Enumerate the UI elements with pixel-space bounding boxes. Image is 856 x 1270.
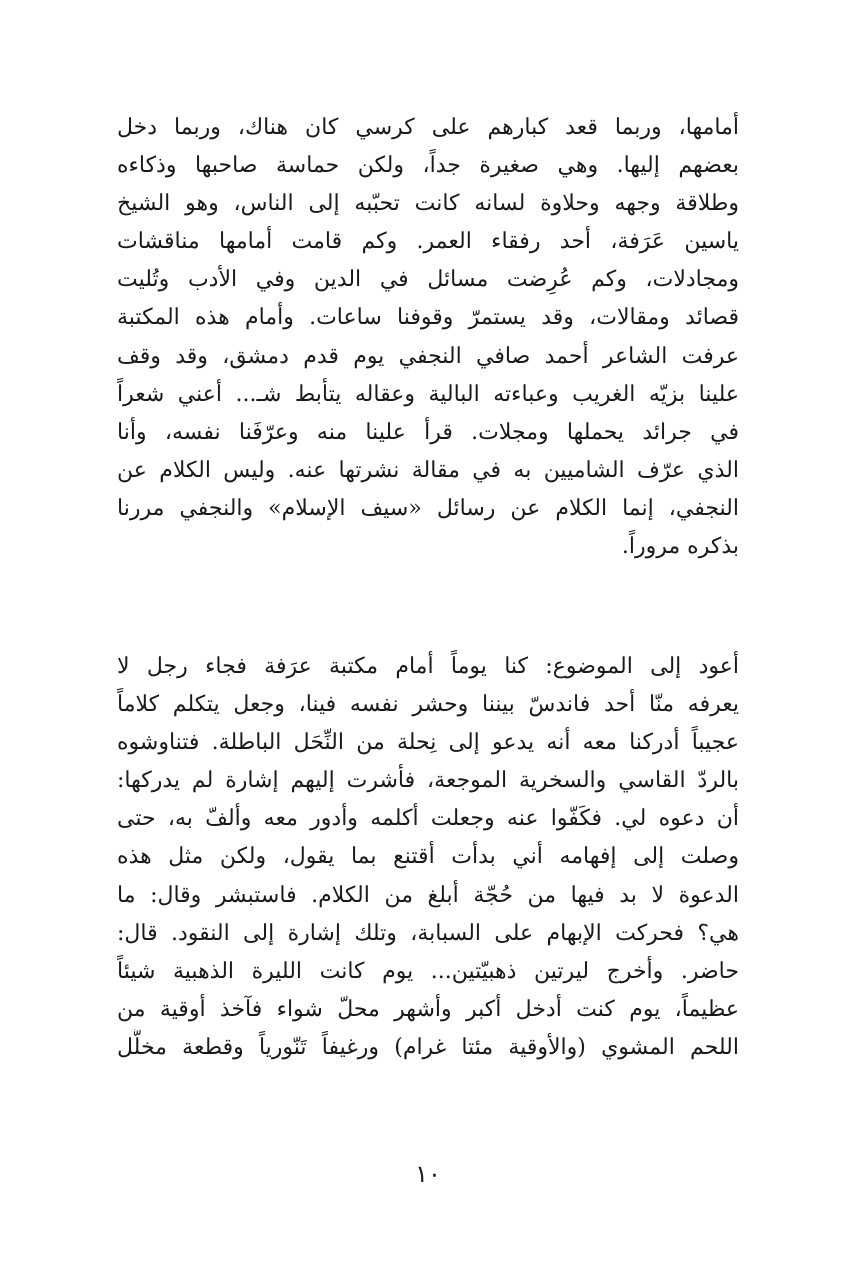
text-line: وصلت إلى إفهامه أني بدأت أقتنع بما يقول، ولكن مثل هذه xyxy=(117,844,739,870)
text-line: قصائد ومقالات، وقد يستمرّ وقوفنا ساعات. وأمام هذه المكتبة xyxy=(117,305,739,331)
page-number: ١٠ xyxy=(415,1160,441,1188)
text-line: اللحم المشوي (والأوقية مئتا غرام) ورغيفاً تَنّورياً وقطعة مخلَّل xyxy=(117,1034,739,1060)
paragraph-2 xyxy=(117,648,739,1067)
text-line: الذي عرّف الشاميين به في مقالة نشرتها عنه. وليس الكلام عن xyxy=(117,457,739,483)
paragraph-1 xyxy=(117,109,739,566)
text-line: أن دعوه لي. فكَفّوا عنه وجعلت أكلمه وأدور معه وألفّ به، حتى xyxy=(117,806,739,832)
text-line: يعرفه منّا أحد فاندسّ بيننا وحشر نفسه فينا، وجعل يتكلم كلاماً xyxy=(117,692,739,718)
text-line: بعضهم إليها. وهي صغيرة جداً، ولكن حماسة صاحبها وذكاءه xyxy=(117,153,739,179)
text-line: هي؟ فحركت الإبهام على السبابة، وتلك إشارة إلى النقود. قال: xyxy=(117,920,739,946)
text-line: بذكره مروراً. xyxy=(621,534,739,560)
text-line: في جرائد يحملها ومجلات. قرأ علينا منه وعرّفَنا نفسه، وأنا xyxy=(117,419,739,445)
text-line: ومجادلات، وكم عُرِضت مسائل في الدين وفي الأدب وتُليت xyxy=(117,267,739,293)
text-line: الدعوة لا بد فيها من حُجّة أبلغ من الكلام. فاستبشر وقال: ما xyxy=(117,882,739,908)
text-line: النجفي، إنما الكلام عن رسائل «سيف الإسلام» والنجفي مررنا xyxy=(117,495,739,521)
text-line: أمامها، وربما قعد كبارهم على كرسي كان هناك، وربما دخل xyxy=(117,115,739,140)
text-line: ياسين عَرَفة، أحد رفقاء العمر. وكم قامت أمامها مناقشات xyxy=(117,229,739,255)
text-line: عجيباً أدركنا معه أنه يدعو إلى نِحلة من النِّحَل الباطلة. فتناوشوه xyxy=(117,730,739,756)
text-line: عرفت الشاعر أحمد صافي النجفي يوم قدم دمشق، وقد وقف xyxy=(117,343,739,369)
text-line: وطلاقة وجهه وحلاوة لسانه كانت تحبّبه إلى الناس، وهو الشيخ xyxy=(117,191,739,217)
text-line: عظيماً، يوم كنت أدخل أكبر وأشهر محلّ شواء فآخذ أوقية من xyxy=(117,996,739,1022)
text-line: علينا بزيّه الغريب وعباءته البالية وعقاله يتأبط شـ... أعني شعراً xyxy=(117,381,739,407)
text-line: حاضر. وأخرج ليرتين ذهبيّتين... يوم كانت الليرة الذهبية شيئاً xyxy=(117,958,739,984)
text-line: بالردّ القاسي والسخرية الموجعة، فأشرت إليهم إشارة لم يدركها: xyxy=(117,768,739,794)
text-line: أعود إلى الموضوع: كنا يوماً أمام مكتبة عرَفة فجاء رجل لا xyxy=(117,654,739,679)
